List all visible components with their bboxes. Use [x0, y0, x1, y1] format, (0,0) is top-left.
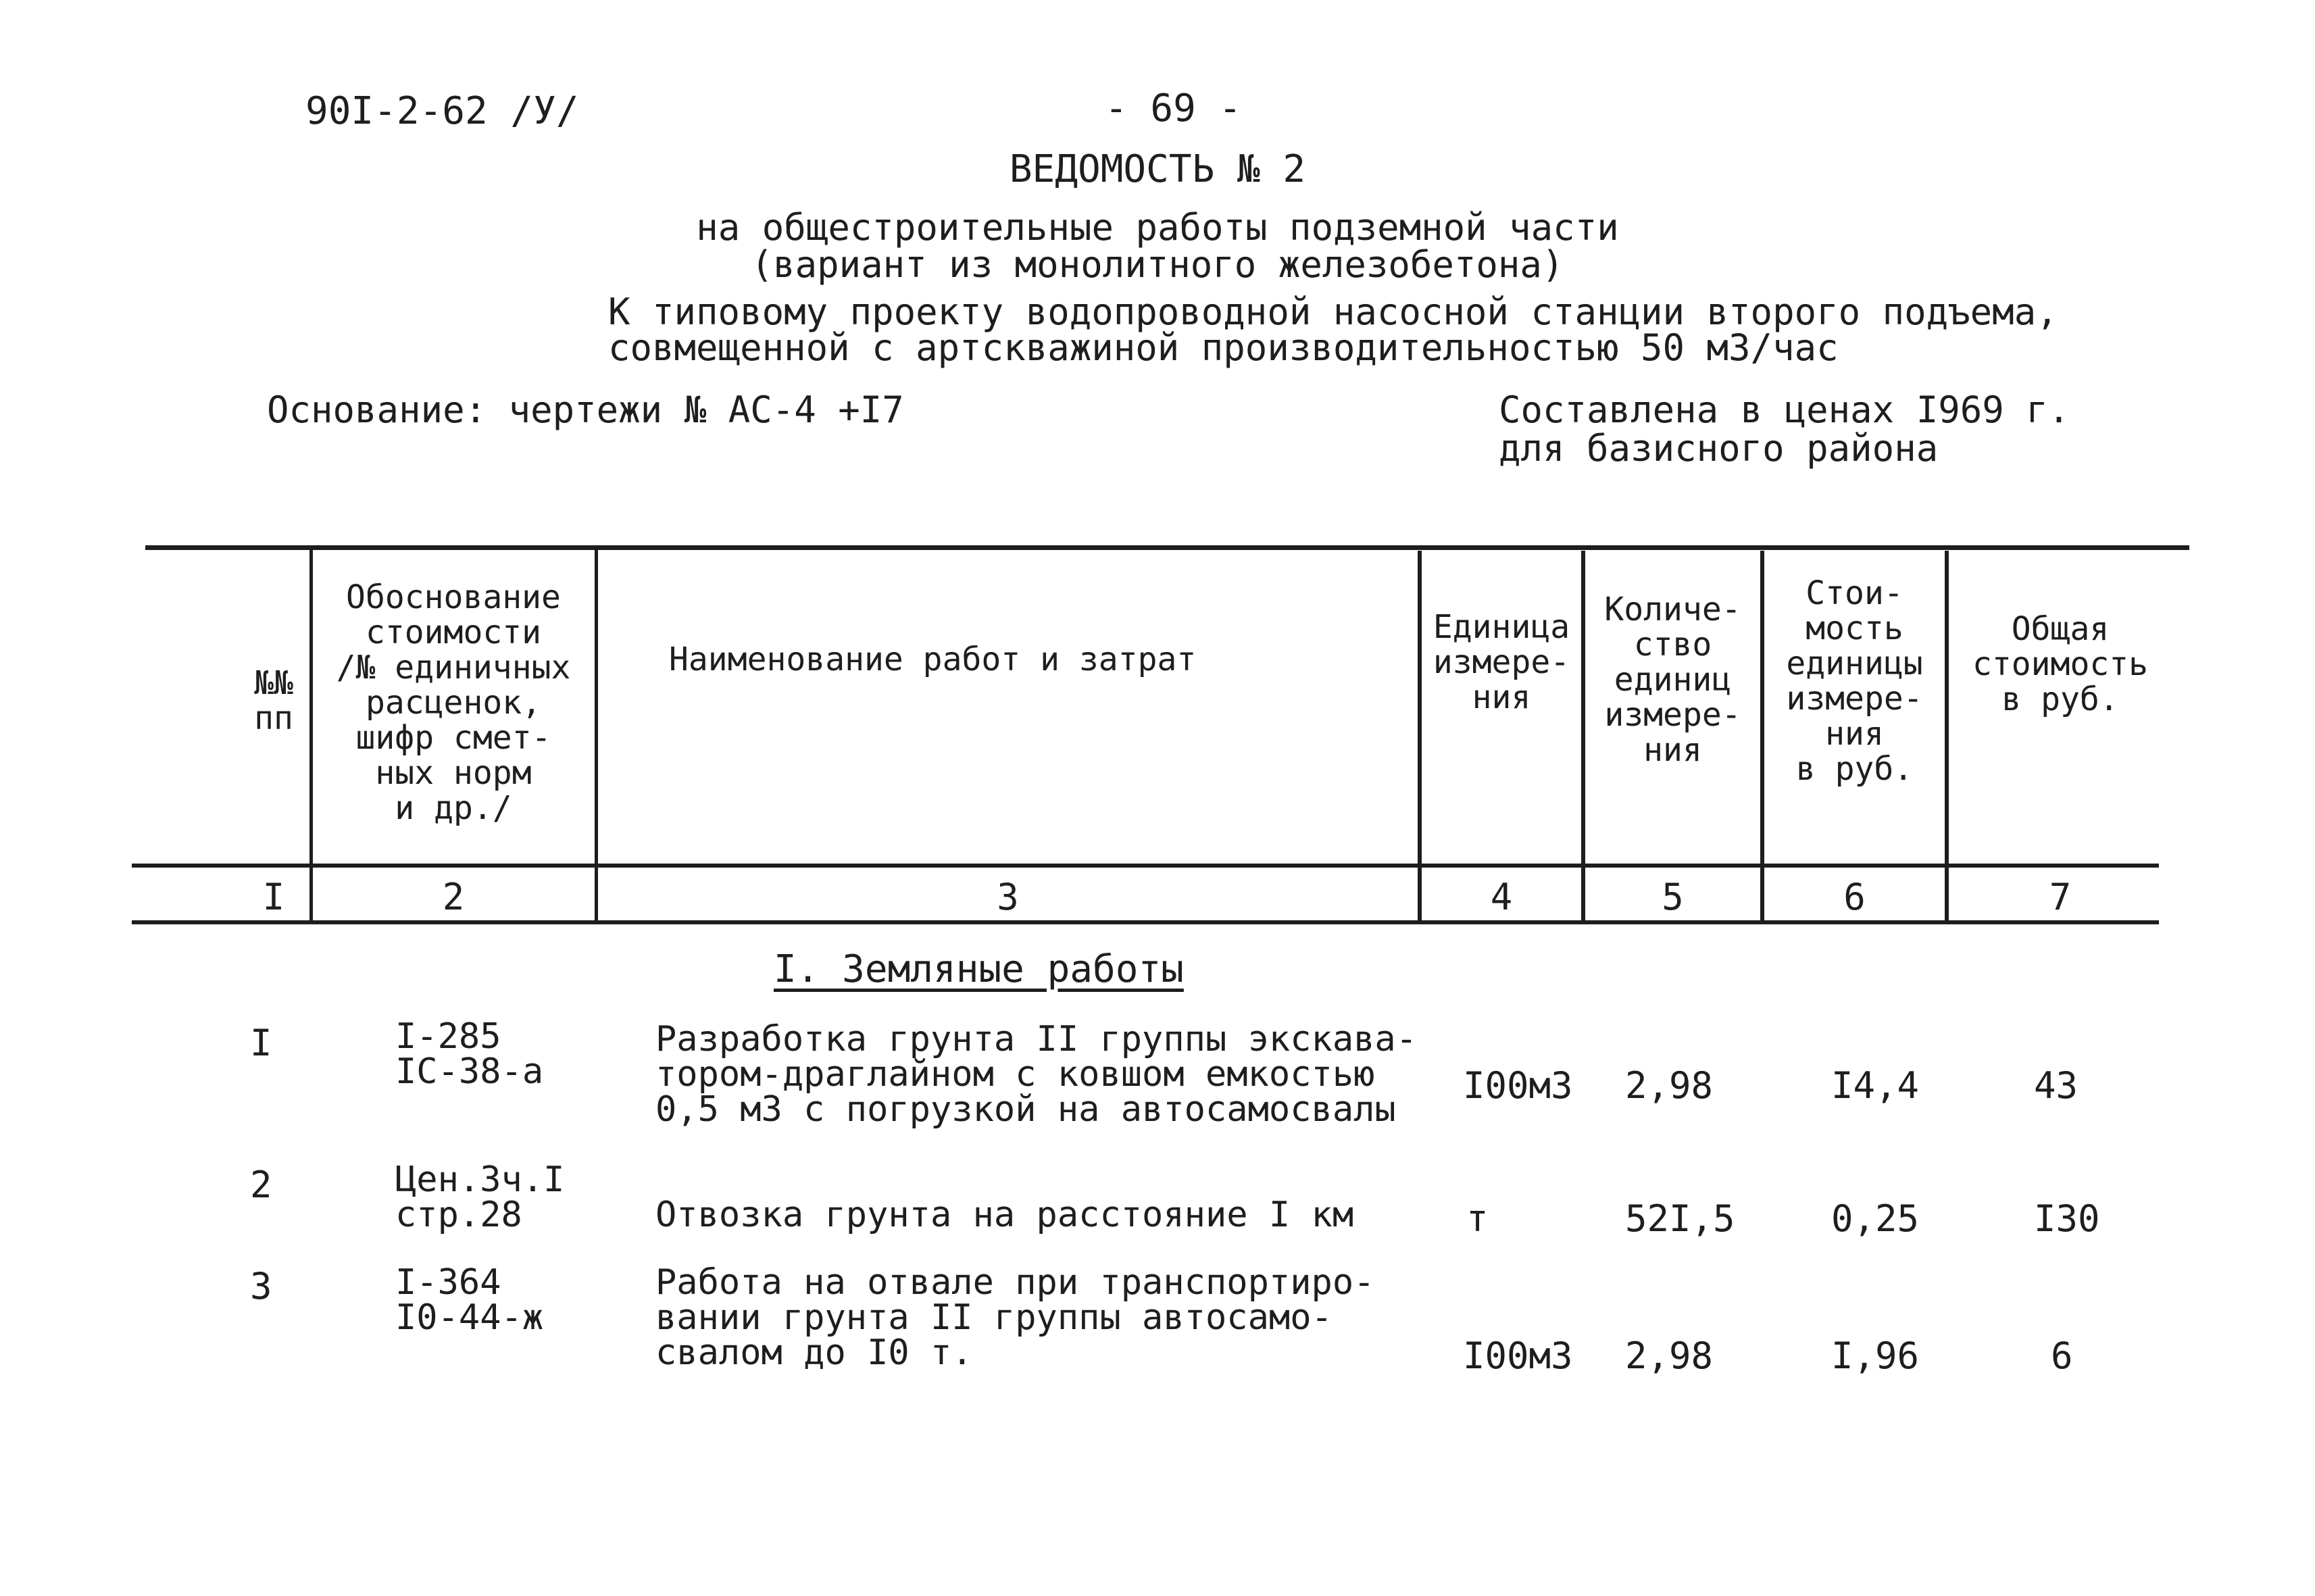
column-number-3: 3 [997, 876, 1019, 918]
column-number-7: 7 [2049, 876, 2072, 918]
project-line-2: совмещенной с артскважиной производительностью 50 м3/час [608, 326, 1839, 369]
subtitle-line-2: (вариант из монолитного железобетона) [751, 243, 1564, 286]
row-unit-cost: 0,25 [1831, 1197, 1920, 1240]
column-number-1: I [262, 876, 285, 918]
column-number-5: 5 [1662, 876, 1684, 918]
header-justification: Обоснование стоимости /№ единичных расценок, шифр смет- ных норм и др./ [336, 578, 571, 827]
column-divider-3 [1418, 551, 1422, 922]
prices-line-2: для базисного района [1499, 427, 1939, 470]
column-divider-1 [309, 545, 313, 922]
header-total-cost: Общая стоимость в руб. [1972, 610, 2149, 718]
row-unit: I00м3 [1463, 1335, 1573, 1377]
column-numbers-bottom-border [132, 920, 2159, 924]
header-bottom-border [132, 864, 2159, 868]
row-justification: I-364 I0-44-ж [395, 1262, 544, 1338]
row-quantity: 2,98 [1625, 1335, 1714, 1377]
project-line-1: К типовому проекту водопроводной насосной станции второго подъема, [608, 291, 2058, 333]
column-divider-2 [595, 545, 598, 922]
column-number-2: 2 [442, 876, 465, 918]
row-unit-cost: I4,4 [1831, 1064, 1920, 1107]
row-quantity: 52I,5 [1625, 1197, 1735, 1240]
row-total-cost: 43 [2034, 1064, 2078, 1107]
header-no: №№ пп [254, 664, 293, 737]
row-name: Разработка грунта II группы экскава- тором-драглайном с ковшом емкостью 0,5 м3 с погрузкой на автосамосвалы [655, 1019, 1418, 1130]
row-justification: Цен.3ч.I стр.28 [395, 1159, 565, 1235]
basis-text: Основание: чертежи № АС-4 +I7 [267, 389, 904, 431]
header-unit-cost: Стои- мость единицы измере- ния в руб. [1786, 574, 1923, 788]
row-total-cost: I30 [2034, 1197, 2100, 1240]
row-unit: т [1466, 1197, 1489, 1240]
column-divider-6 [1945, 551, 1949, 922]
row-quantity: 2,98 [1625, 1064, 1714, 1107]
row-unit: I00м3 [1463, 1064, 1573, 1107]
header-name: Наименование работ и затрат [669, 641, 1197, 678]
table-top-border [145, 545, 2189, 550]
subtitle-line-1: на общестроительные работы подземной части [696, 206, 1619, 249]
page-number: - 69 - [1105, 86, 1242, 130]
document-code: 90I-2-62 /У/ [305, 89, 579, 133]
document-title: ВЕДОМОСТЬ № 2 [1009, 147, 1306, 191]
row-unit-cost: I,96 [1831, 1335, 1920, 1377]
column-number-6: 6 [1843, 876, 1866, 918]
header-quantity: Количе- ство единиц измере- ния [1604, 591, 1741, 769]
row-justification: I-285 IС-38-а [395, 1016, 544, 1092]
row-name: Работа на отвале при транспортиро- вании грунта II группы автосамо- свалом до I0 т. [655, 1262, 1375, 1373]
row-name: Отвозка грунта на расстояние I км [655, 1195, 1354, 1235]
row-number: 2 [250, 1164, 272, 1206]
column-number-4: 4 [1490, 876, 1513, 918]
row-number: 3 [250, 1265, 272, 1307]
section-heading: I. Земляные работы [774, 947, 1184, 991]
header-unit: Единица измере- ния [1433, 608, 1570, 716]
row-total-cost: 6 [2051, 1335, 2073, 1377]
row-number: I [250, 1022, 272, 1064]
prices-line-1: Составлена в ценах I969 г. [1499, 389, 2070, 431]
